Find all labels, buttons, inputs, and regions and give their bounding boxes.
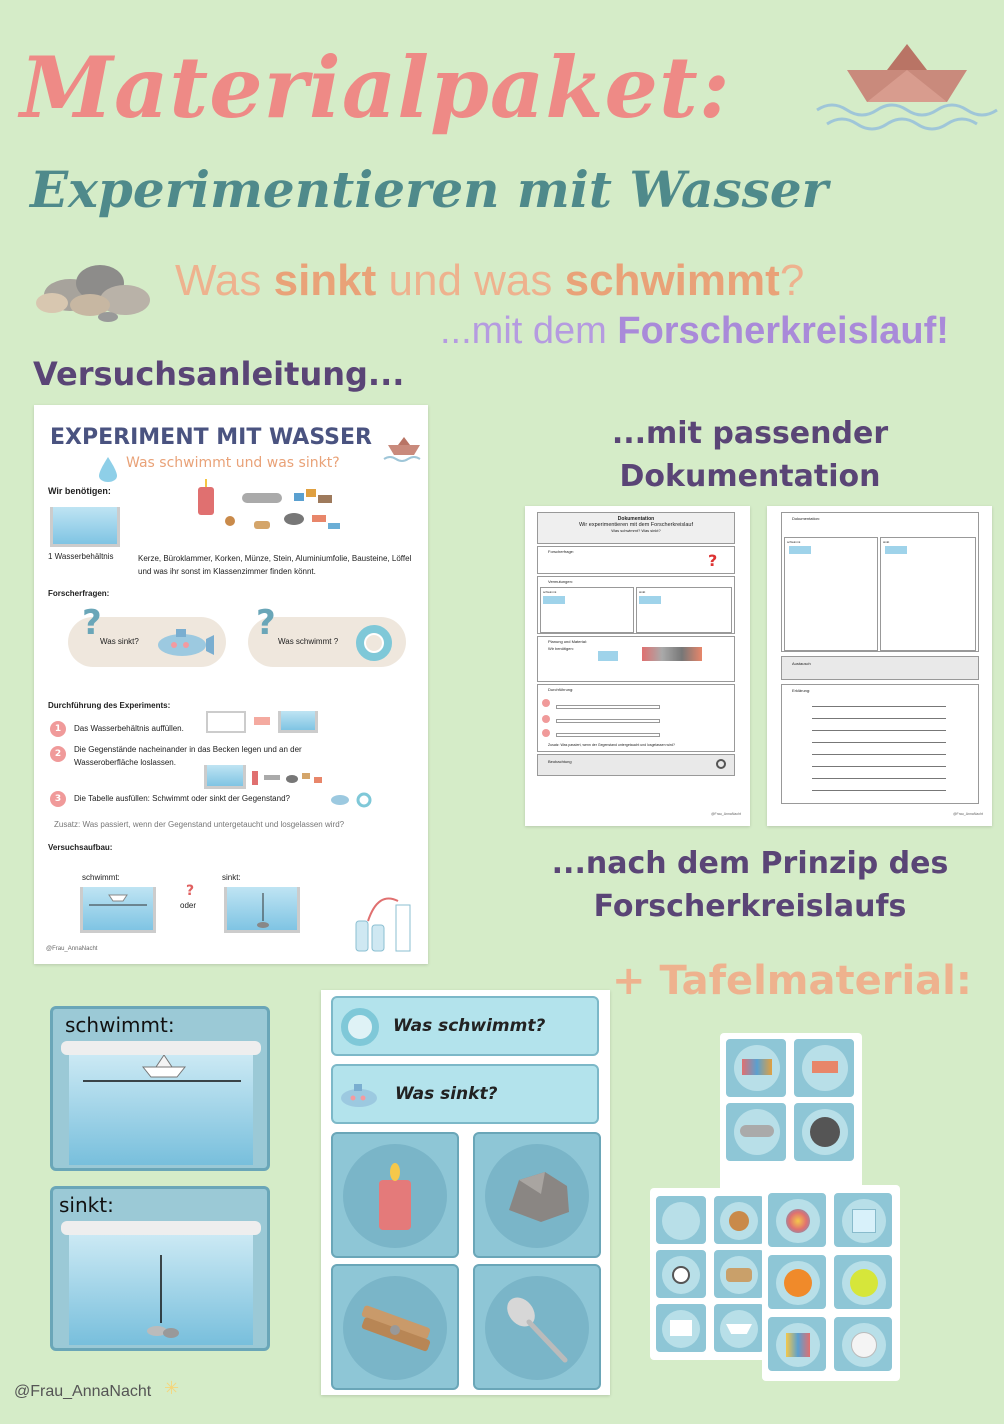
tank-rim (61, 1221, 261, 1235)
card-candle (331, 1132, 459, 1258)
tank-rim (61, 1041, 261, 1055)
arrow-icon (254, 717, 270, 725)
coin-icon (729, 1211, 749, 1231)
question-mark-icon: ? (186, 883, 195, 899)
mini-cards-sheet-back (720, 1033, 862, 1203)
tank-image (543, 596, 565, 604)
sub-label: sinkt (639, 590, 646, 594)
setup-sinkt: sinkt: (222, 873, 241, 882)
mini-cards-sheet-right (762, 1185, 900, 1381)
eraser-circle (802, 1045, 848, 1091)
tank-image (789, 546, 811, 554)
stones-icon (30, 255, 155, 325)
soap-dish-circle (662, 1202, 700, 1240)
cork-circle (720, 1256, 758, 1294)
row-label: Erklärung: (792, 688, 811, 693)
sinking-stones-icon (69, 1235, 253, 1345)
doku-sinkt (880, 537, 976, 651)
boat-icon (382, 435, 426, 465)
mini-card (792, 1101, 856, 1163)
ice-cube-circle (842, 1199, 886, 1243)
mini-card (724, 1037, 788, 1099)
ice-cube-icon (852, 1209, 876, 1233)
coin-circle (720, 1202, 758, 1240)
clothespin-circle (343, 1276, 447, 1380)
tank-image (204, 765, 246, 789)
mini-card (712, 1194, 766, 1246)
card-was-sinkt (331, 1064, 599, 1124)
marbles-circle (776, 1199, 820, 1243)
spoon-circle (485, 1276, 589, 1380)
zusatz-text: Zusatz: Was passiert, wenn der Gegenstand untergetaucht und losgelassen wird? (548, 743, 675, 747)
paper-boat-icon (726, 1324, 752, 1334)
doc2-row-dokumentation (781, 512, 979, 652)
mini-card (832, 1191, 894, 1249)
question-bubble-sinkt (68, 603, 226, 667)
mini-card (654, 1248, 708, 1300)
question-mark-icon: ? (708, 551, 718, 570)
paper-boat-circle (720, 1310, 758, 1348)
board-label: sinkt: (59, 1193, 114, 1217)
cycle-line: ...mit dem Forscherkreislauf! (440, 310, 949, 352)
lego-circle (776, 1323, 820, 1367)
sheet-subtitle: Was schwimmt und was sinkt? (126, 455, 340, 471)
tennis-ball-circle (842, 1261, 886, 1305)
row-label: Beobachtung (548, 759, 572, 764)
board-card-sinkt (50, 1186, 270, 1351)
full-tank-image (278, 711, 318, 733)
mini-card (654, 1302, 708, 1354)
mini-card (724, 1101, 788, 1163)
page-subtitle: Experimentieren mit Wasser (30, 160, 828, 219)
card-stone (473, 1132, 601, 1258)
candle-circle (343, 1144, 447, 1248)
cork-icon (726, 1268, 752, 1282)
stone-icon (485, 1144, 589, 1248)
extra-question: Zusatz: Was passiert, wenn der Gegenstand untergetaucht und losgelassen wird? (54, 820, 345, 829)
mini-card (712, 1302, 766, 1354)
section-versuch: Versuchsanleitung... (33, 355, 405, 393)
items-image (194, 475, 344, 555)
tennis-ball-icon (850, 1269, 878, 1297)
answer-line (556, 719, 660, 723)
doc2-credit: @Frau_AnnaNacht (953, 812, 984, 816)
tank-floating-image (80, 887, 156, 933)
step-bullet (542, 715, 550, 723)
clothespin-icon (343, 1276, 447, 1380)
candle-icon (343, 1144, 447, 1248)
sub-label: schwimmt (543, 590, 557, 594)
container-label: 1 Wasserbehältnis (48, 552, 114, 561)
doc1-row-vermutung (537, 576, 735, 634)
items-text: Kerze, Büroklammer, Korken, Münze, Stein, Aluminiumfolie, Bausteine, Löffel und was ihr sonst im Klassenzimmer finden könnt. (138, 554, 412, 576)
cards-sheet (321, 990, 610, 1395)
tank-image (598, 651, 618, 661)
mini-cards-sheet-left (650, 1188, 770, 1360)
setup-oder: oder (180, 901, 197, 910)
lego-icon (786, 1333, 810, 1357)
page-title: Materialpaket: (20, 38, 731, 137)
answer-line (556, 705, 660, 709)
blocks-circle (734, 1045, 780, 1091)
question-line: Was sinkt und was schwimmt? (175, 256, 805, 305)
mini-card (832, 1315, 894, 1373)
tank-sinking-image (224, 887, 300, 933)
lifebuoy-icon (341, 1008, 379, 1046)
card-spoon (473, 1264, 601, 1390)
orange-icon (784, 1269, 812, 1297)
sheet-title: EXPERIMENT MIT WASSER (50, 425, 372, 450)
marbles-icon (786, 1209, 810, 1233)
mini-card (832, 1253, 894, 1311)
tank-image (885, 546, 907, 554)
step-number: 1 (50, 721, 66, 737)
floating-boat-icon (69, 1055, 253, 1105)
procedure-label: Durchführung des Experiments: (48, 701, 171, 710)
submarine-icon (339, 1078, 385, 1112)
sub-label: schwimmt (787, 540, 801, 544)
step-text: Die Gegenstände nacheinander in das Becken legen und an der Wasseroberfläche loslassen. (74, 745, 302, 767)
doc1-header (537, 512, 735, 544)
card-label: Was sinkt? (395, 1084, 498, 1104)
row-label: Forscherfrage: (548, 549, 575, 554)
answer-lines (812, 699, 946, 799)
section-prinzip (540, 842, 960, 928)
submarine-lifebuoy-icon (330, 791, 374, 809)
golf-ball-icon (851, 1332, 877, 1358)
questions-label: Forscherfragen: (48, 589, 110, 598)
setup-label: Versuchsaufbau: (48, 843, 113, 852)
items-image (642, 647, 702, 661)
question-mark-icon: ? (256, 603, 276, 643)
row-label: Dokumentation: (792, 516, 821, 521)
paper-boat-icon (812, 40, 1002, 140)
magnifier-icon (716, 759, 726, 769)
documentation-sheet-1 (525, 506, 750, 826)
row-label: Vermutungen: (548, 579, 573, 584)
card-label: Was schwimmt? (393, 1016, 546, 1036)
doc1-line1: Wir experimentieren mit dem Forscherkreislauf (578, 522, 693, 528)
foil-roll-icon (740, 1125, 774, 1137)
tank-image (639, 596, 661, 604)
doc1-row-durchfuehrung (537, 684, 735, 752)
mini-card (712, 1248, 766, 1300)
foil-ball-circle (802, 1109, 848, 1155)
step-bullet (542, 699, 550, 707)
section-doku (560, 412, 940, 498)
footer-credit: @Frau_AnnaNacht (14, 1383, 152, 1400)
sun-icon: ✳ (164, 1378, 180, 1399)
board-card-schwimmt (50, 1006, 270, 1171)
water-drop-icon (96, 455, 120, 483)
row-label: Austausch (792, 661, 811, 666)
section-tafel: + Tafelmaterial: (612, 958, 972, 1004)
container-image (50, 507, 120, 547)
documentation-sheet-2 (767, 506, 992, 826)
floating-boat-icon (83, 887, 153, 917)
paper-circle (662, 1310, 700, 1348)
paper-icon (670, 1320, 692, 1336)
question-mark-icon: ? (82, 603, 102, 643)
mini-card (766, 1315, 828, 1373)
sinking-stone-icon (227, 887, 297, 933)
button-icon (672, 1266, 690, 1284)
water-tank-image (69, 1235, 253, 1345)
orange-circle (776, 1261, 820, 1305)
items-image (248, 761, 328, 791)
card-clothespin (331, 1264, 459, 1390)
doc2-row-austausch (781, 656, 979, 680)
vermutung-sinkt (636, 587, 732, 633)
experiment-sheet (34, 405, 428, 964)
doc1-row-frage (537, 546, 735, 574)
doc1-row-planung (537, 636, 735, 682)
golf-ball-circle (842, 1323, 886, 1367)
doc1-row-beobachtung (537, 754, 735, 776)
mini-card (792, 1037, 856, 1099)
mini-card (654, 1194, 708, 1246)
doc2-row-erklaerung (781, 684, 979, 804)
wir-label: Wir benötigen: (548, 646, 574, 651)
step-text: Die Tabelle ausfüllen: Schwimmt oder sinkt der Gegenstand? (74, 794, 290, 803)
prinzip-line2: Forscherkreislaufs (593, 889, 907, 924)
step-number: 2 (50, 746, 66, 762)
lifebuoy-icon (356, 625, 392, 661)
vermutung-schwimmt (540, 587, 634, 633)
board-label: schwimmt: (65, 1013, 175, 1037)
blocks-icon (742, 1059, 772, 1075)
empty-tank-image (206, 711, 246, 733)
stone-circle (485, 1144, 589, 1248)
doc1-credit: @Frau_AnnaNacht (711, 812, 742, 816)
mini-card (766, 1191, 828, 1249)
question-bubble-schwimmt (248, 603, 406, 667)
lab-equipment-icon (352, 891, 418, 955)
q-schwimmt-label: Was schwimmt ? (278, 637, 339, 646)
step-number: 3 (50, 791, 66, 807)
sub-label: sinkt (883, 540, 890, 544)
step-text: Das Wasserbehältnis auffüllen. (74, 724, 184, 733)
water-tank-image (69, 1055, 253, 1165)
needs-label: Wir benötigen: (48, 486, 111, 496)
prinzip-line1: ...nach dem Prinzip des (551, 846, 949, 881)
row-label: Durchführung: (548, 687, 574, 692)
spoon-icon (485, 1276, 589, 1380)
doc1-line2: Was schwimmt? Was sinkt? (611, 528, 661, 533)
doku-schwimmt (784, 537, 878, 651)
eraser-icon (812, 1061, 838, 1073)
mini-card (766, 1253, 828, 1311)
doku-line1: ...mit passender (611, 416, 889, 451)
foil-roll-circle (734, 1109, 780, 1155)
doc1-heading: Dokumentation (617, 516, 655, 522)
foil-ball-icon (810, 1117, 840, 1147)
card-was-schwimmt (331, 996, 599, 1056)
button-circle (662, 1256, 700, 1294)
sheet-credit: @Frau_AnnaNacht (46, 946, 98, 952)
step-bullet (542, 729, 550, 737)
submarine-icon (154, 627, 216, 659)
setup-schwimmt: schwimmt: (82, 873, 120, 882)
doku-line2: Dokumentation (619, 459, 881, 494)
row-label: Planung und Material: (548, 639, 587, 644)
q-sinkt-label: Was sinkt? (100, 637, 139, 646)
answer-line (556, 733, 660, 737)
